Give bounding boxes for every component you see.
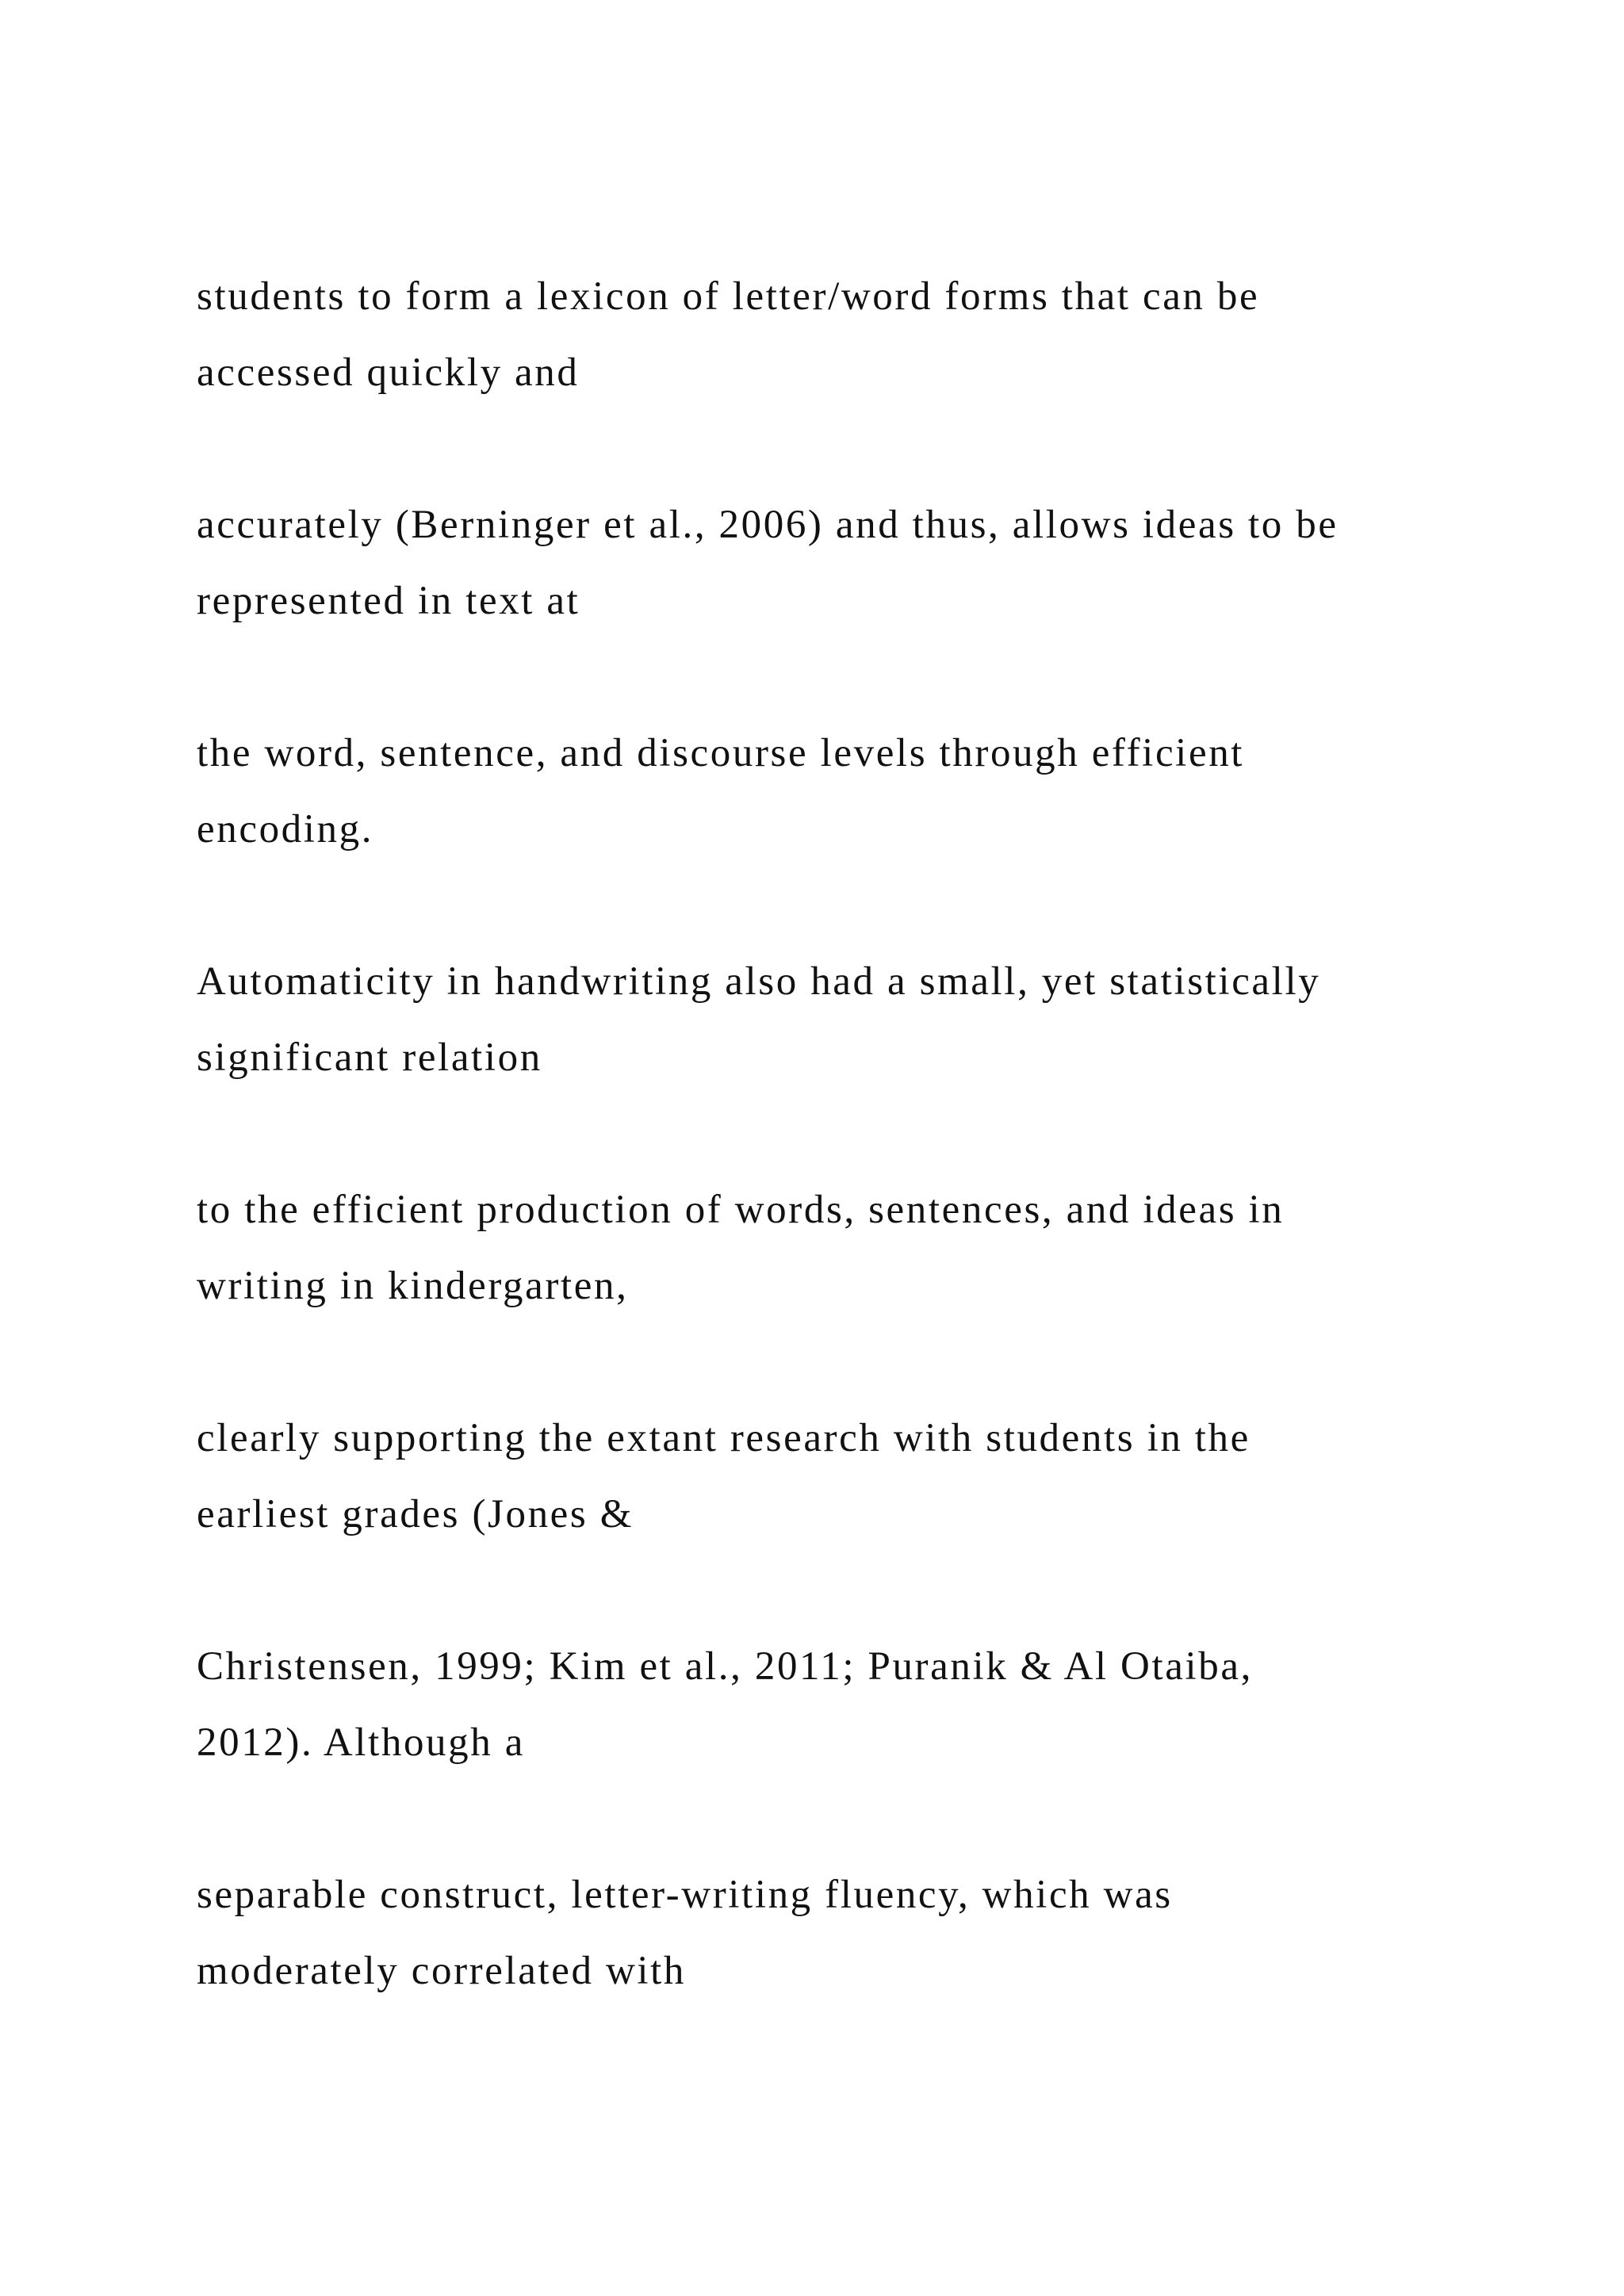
paragraph-8 [197,1857,1545,2009]
body-text [197,258,1545,2085]
paragraph-1 [197,258,1545,411]
paragraph-7 [197,1628,1545,1781]
text-line: 2012). Although a [197,1720,525,1765]
text-line: moderately correlated with [197,1949,687,1993]
text-line: represented in text at [197,579,580,623]
text-line: the word, sentence, and discourse levels through efficient [197,731,1245,775]
text-line: significant relation [197,1035,542,1080]
text-line: encoding. [197,807,374,851]
text-line: clearly supporting the extant research with students in the [197,1416,1251,1460]
text-line: accurately (Berninger et al., 2006) and thus, allows ideas to be [197,503,1339,547]
text-line: earliest grades (Jones & [197,1492,634,1536]
text-line: Automaticity in handwriting also had a small, yet statistically [197,959,1321,1004]
paragraph-5 [197,1172,1545,1324]
paragraph-3 [197,715,1545,867]
paragraph-6 [197,1400,1545,1552]
text-line: separable construct, letter-writing fluency, which was [197,1873,1173,1917]
text-line: students to form a lexicon of letter/word forms that can be [197,274,1260,319]
paragraph-4 [197,943,1545,1096]
text-line: to the efficient production of words, sentences, and ideas in [197,1188,1285,1232]
text-line: writing in kindergarten, [197,1264,629,1308]
paragraph-2 [197,487,1545,639]
text-line: Christensen, 1999; Kim et al., 2011; Puranik & Al Otaiba, [197,1644,1253,1689]
text-line: accessed quickly and [197,350,580,395]
